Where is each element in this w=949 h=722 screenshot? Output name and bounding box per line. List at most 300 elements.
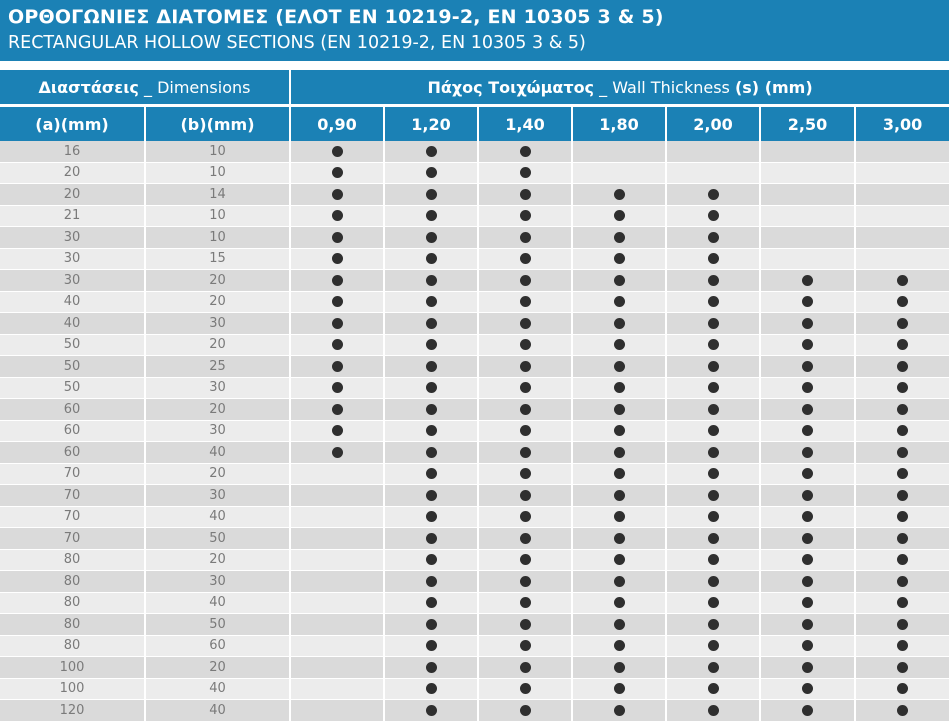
availability-cell <box>666 614 760 636</box>
availability-cell <box>572 227 666 249</box>
availability-cell <box>478 528 572 550</box>
availability-cell <box>572 592 666 614</box>
table-row <box>0 248 949 270</box>
availability-dot-icon <box>802 554 813 565</box>
dimension-b-cell: 30 <box>145 571 290 593</box>
dimension-a-cell: 30 <box>0 248 145 270</box>
availability-cell <box>384 528 478 550</box>
availability-dot-icon <box>802 425 813 436</box>
availability-dot-icon <box>897 511 908 522</box>
dimension-a-cell: 21 <box>0 205 145 227</box>
availability-cell <box>666 141 760 162</box>
dimension-b-cell: 20 <box>145 657 290 679</box>
availability-dot-icon <box>520 554 531 565</box>
col-header-thickness: 1,40 <box>478 106 572 142</box>
availability-dot-icon <box>426 361 437 372</box>
availability-dot-icon <box>802 662 813 673</box>
availability-dot-icon <box>802 619 813 630</box>
col-header-thickness: 0,90 <box>290 106 384 142</box>
availability-cell <box>760 614 855 636</box>
availability-cell <box>478 442 572 464</box>
availability-dot-icon <box>802 490 813 501</box>
dimension-a-cell: 40 <box>0 291 145 313</box>
availability-cell <box>666 248 760 270</box>
availability-cell <box>760 420 855 442</box>
table-row <box>0 291 949 313</box>
availability-cell <box>384 141 478 162</box>
availability-cell <box>855 635 949 657</box>
dimension-b-cell: 20 <box>145 549 290 571</box>
availability-dot-icon <box>426 296 437 307</box>
availability-cell <box>855 184 949 206</box>
availability-dot-icon <box>520 253 531 264</box>
table-row <box>0 377 949 399</box>
dimension-b-cell: 20 <box>145 463 290 485</box>
availability-dot-icon <box>802 361 813 372</box>
availability-dot-icon <box>520 447 531 458</box>
availability-cell <box>478 700 572 722</box>
availability-dot-icon <box>708 511 719 522</box>
availability-cell <box>384 657 478 679</box>
availability-dot-icon <box>614 490 625 501</box>
availability-dot-icon <box>520 705 531 716</box>
availability-cell <box>855 571 949 593</box>
dimension-a-cell: 60 <box>0 442 145 464</box>
availability-cell <box>290 248 384 270</box>
availability-cell <box>760 592 855 614</box>
availability-cell <box>478 334 572 356</box>
title-english: RECTANGULAR HOLLOW SECTIONS (EN 10219-2, EN 10305 3 & 5) <box>8 33 586 53</box>
availability-dot-icon <box>802 468 813 479</box>
dimension-a-cell: 50 <box>0 377 145 399</box>
availability-dot-icon <box>802 511 813 522</box>
availability-cell <box>478 248 572 270</box>
availability-cell <box>572 463 666 485</box>
col-header-thickness: 3,00 <box>855 106 949 142</box>
dimension-a-cell: 80 <box>0 571 145 593</box>
table-row <box>0 592 949 614</box>
availability-cell <box>666 571 760 593</box>
availability-cell <box>666 657 760 679</box>
availability-dot-icon <box>897 576 908 587</box>
dimension-a-cell: 70 <box>0 485 145 507</box>
availability-cell <box>572 700 666 722</box>
availability-cell <box>384 184 478 206</box>
availability-dot-icon <box>520 318 531 329</box>
availability-cell <box>760 270 855 292</box>
availability-cell <box>290 635 384 657</box>
availability-cell <box>760 141 855 162</box>
availability-dot-icon <box>708 253 719 264</box>
availability-dot-icon <box>332 447 343 458</box>
availability-dot-icon <box>520 576 531 587</box>
availability-cell <box>478 313 572 335</box>
availability-dot-icon <box>897 361 908 372</box>
availability-dot-icon <box>426 533 437 544</box>
availability-cell <box>666 377 760 399</box>
availability-cell <box>384 334 478 356</box>
availability-cell <box>290 678 384 700</box>
availability-cell <box>855 614 949 636</box>
dimension-a-cell: 120 <box>0 700 145 722</box>
dimension-a-cell: 100 <box>0 678 145 700</box>
availability-dot-icon <box>708 447 719 458</box>
availability-dot-icon <box>332 253 343 264</box>
availability-cell <box>290 700 384 722</box>
availability-cell <box>290 291 384 313</box>
availability-dot-icon <box>520 296 531 307</box>
dimension-a-cell: 20 <box>0 184 145 206</box>
availability-cell <box>666 485 760 507</box>
availability-dot-icon <box>332 275 343 286</box>
availability-dot-icon <box>708 662 719 673</box>
availability-dot-icon <box>614 447 625 458</box>
availability-dot-icon <box>426 511 437 522</box>
availability-dot-icon <box>520 597 531 608</box>
availability-cell <box>290 270 384 292</box>
availability-dot-icon <box>332 167 343 178</box>
dimension-b-cell: 14 <box>145 184 290 206</box>
availability-cell <box>760 334 855 356</box>
availability-dot-icon <box>520 382 531 393</box>
availability-cell <box>666 635 760 657</box>
dimension-a-cell: 40 <box>0 313 145 335</box>
availability-dot-icon <box>426 275 437 286</box>
availability-dot-icon <box>614 189 625 200</box>
availability-cell <box>478 184 572 206</box>
dimension-b-cell: 20 <box>145 399 290 421</box>
availability-cell <box>290 614 384 636</box>
availability-cell <box>760 678 855 700</box>
availability-dot-icon <box>802 640 813 651</box>
availability-dot-icon <box>614 468 625 479</box>
col-header-thickness: 2,50 <box>760 106 855 142</box>
availability-dot-icon <box>520 167 531 178</box>
dimension-b-cell: 20 <box>145 270 290 292</box>
availability-dot-icon <box>614 361 625 372</box>
availability-cell <box>760 506 855 528</box>
availability-cell <box>290 399 384 421</box>
availability-cell <box>478 356 572 378</box>
availability-cell <box>384 614 478 636</box>
col-header-thickness: 1,80 <box>572 106 666 142</box>
dimension-a-cell: 80 <box>0 592 145 614</box>
dimension-a-cell: 50 <box>0 334 145 356</box>
availability-dot-icon <box>614 275 625 286</box>
dimension-a-cell: 70 <box>0 506 145 528</box>
availability-dot-icon <box>426 253 437 264</box>
dimension-b-cell: 20 <box>145 334 290 356</box>
availability-dot-icon <box>897 683 908 694</box>
availability-cell <box>290 506 384 528</box>
sections-table <box>0 70 949 722</box>
availability-dot-icon <box>708 468 719 479</box>
table-row <box>0 485 949 507</box>
availability-cell <box>855 291 949 313</box>
availability-cell <box>572 678 666 700</box>
availability-cell <box>572 270 666 292</box>
table-row <box>0 657 949 679</box>
availability-dot-icon <box>332 339 343 350</box>
dimension-b-cell: 20 <box>145 291 290 313</box>
table-row <box>0 506 949 528</box>
availability-dot-icon <box>520 468 531 479</box>
availability-dot-icon <box>802 683 813 694</box>
availability-dot-icon <box>426 576 437 587</box>
availability-dot-icon <box>520 662 531 673</box>
availability-cell <box>666 592 760 614</box>
availability-cell <box>666 442 760 464</box>
availability-dot-icon <box>614 705 625 716</box>
availability-dot-icon <box>426 662 437 673</box>
availability-dot-icon <box>614 318 625 329</box>
availability-dot-icon <box>897 404 908 415</box>
dimension-b-cell: 40 <box>145 700 290 722</box>
availability-dot-icon <box>426 146 437 157</box>
availability-dot-icon <box>897 490 908 501</box>
availability-dot-icon <box>520 210 531 221</box>
availability-cell <box>760 162 855 184</box>
availability-cell <box>666 506 760 528</box>
availability-dot-icon <box>802 533 813 544</box>
availability-cell <box>478 291 572 313</box>
availability-dot-icon <box>426 189 437 200</box>
availability-cell <box>478 506 572 528</box>
availability-cell <box>855 592 949 614</box>
availability-cell <box>478 162 572 184</box>
availability-cell <box>384 248 478 270</box>
availability-dot-icon <box>426 404 437 415</box>
availability-cell <box>478 571 572 593</box>
dimensions-group-header: Διαστάσεις _ Dimensions <box>0 70 290 106</box>
availability-dot-icon <box>332 146 343 157</box>
availability-dot-icon <box>520 404 531 415</box>
table-row <box>0 162 949 184</box>
availability-cell <box>572 141 666 162</box>
availability-dot-icon <box>897 339 908 350</box>
availability-cell <box>572 377 666 399</box>
availability-dot-icon <box>708 189 719 200</box>
availability-cell <box>855 356 949 378</box>
availability-dot-icon <box>426 597 437 608</box>
availability-dot-icon <box>614 425 625 436</box>
dimension-b-cell: 10 <box>145 205 290 227</box>
availability-cell <box>666 700 760 722</box>
availability-dot-icon <box>708 425 719 436</box>
availability-dot-icon <box>426 447 437 458</box>
availability-dot-icon <box>708 576 719 587</box>
availability-dot-icon <box>520 640 531 651</box>
availability-cell <box>478 678 572 700</box>
availability-cell <box>760 205 855 227</box>
availability-cell <box>855 528 949 550</box>
table-row <box>0 184 949 206</box>
availability-cell <box>384 463 478 485</box>
availability-dot-icon <box>802 296 813 307</box>
dimension-b-cell: 10 <box>145 227 290 249</box>
availability-dot-icon <box>897 275 908 286</box>
availability-cell <box>855 334 949 356</box>
availability-cell <box>666 162 760 184</box>
availability-dot-icon <box>708 640 719 651</box>
availability-dot-icon <box>708 296 719 307</box>
availability-cell <box>384 635 478 657</box>
availability-dot-icon <box>332 232 343 243</box>
availability-cell <box>478 205 572 227</box>
availability-cell <box>760 227 855 249</box>
availability-dot-icon <box>708 490 719 501</box>
availability-cell <box>760 291 855 313</box>
availability-cell <box>290 442 384 464</box>
availability-cell <box>572 614 666 636</box>
table-row <box>0 678 949 700</box>
availability-cell <box>478 485 572 507</box>
availability-dot-icon <box>426 318 437 329</box>
availability-dot-icon <box>802 576 813 587</box>
availability-dot-icon <box>708 404 719 415</box>
availability-cell <box>572 571 666 593</box>
availability-cell <box>666 399 760 421</box>
table-row <box>0 442 949 464</box>
availability-cell <box>760 442 855 464</box>
dimension-b-cell: 10 <box>145 162 290 184</box>
availability-dot-icon <box>708 382 719 393</box>
availability-dot-icon <box>708 597 719 608</box>
table-row <box>0 227 949 249</box>
availability-dot-icon <box>614 597 625 608</box>
availability-dot-icon <box>708 533 719 544</box>
table-row <box>0 528 949 550</box>
availability-cell <box>855 420 949 442</box>
availability-dot-icon <box>426 232 437 243</box>
title-banner <box>0 0 949 61</box>
availability-cell <box>384 549 478 571</box>
availability-dot-icon <box>802 597 813 608</box>
availability-cell <box>572 442 666 464</box>
dimension-b-cell: 40 <box>145 442 290 464</box>
dimension-a-cell: 50 <box>0 356 145 378</box>
availability-dot-icon <box>614 533 625 544</box>
col-header-thickness: 2,00 <box>666 106 760 142</box>
availability-dot-icon <box>426 425 437 436</box>
table-row <box>0 635 949 657</box>
availability-cell <box>290 528 384 550</box>
dimension-a-cell: 70 <box>0 528 145 550</box>
dimension-a-cell: 30 <box>0 227 145 249</box>
availability-dot-icon <box>332 318 343 329</box>
availability-dot-icon <box>332 296 343 307</box>
availability-cell <box>760 700 855 722</box>
availability-dot-icon <box>426 705 437 716</box>
availability-cell <box>855 377 949 399</box>
table-row <box>0 334 949 356</box>
availability-cell <box>855 313 949 335</box>
dimension-a-cell: 80 <box>0 614 145 636</box>
availability-dot-icon <box>708 232 719 243</box>
availability-dot-icon <box>426 210 437 221</box>
availability-dot-icon <box>708 275 719 286</box>
availability-cell <box>384 442 478 464</box>
availability-dot-icon <box>520 232 531 243</box>
availability-cell <box>290 184 384 206</box>
availability-cell <box>478 635 572 657</box>
availability-cell <box>572 356 666 378</box>
availability-dot-icon <box>897 619 908 630</box>
availability-dot-icon <box>520 146 531 157</box>
availability-cell <box>572 399 666 421</box>
availability-cell <box>384 700 478 722</box>
availability-dot-icon <box>426 490 437 501</box>
availability-cell <box>478 141 572 162</box>
availability-cell <box>384 399 478 421</box>
availability-dot-icon <box>520 189 531 200</box>
availability-dot-icon <box>614 404 625 415</box>
dimension-b-cell: 15 <box>145 248 290 270</box>
availability-cell <box>384 571 478 593</box>
availability-cell <box>290 592 384 614</box>
availability-dot-icon <box>897 447 908 458</box>
availability-dot-icon <box>520 339 531 350</box>
availability-cell <box>478 614 572 636</box>
availability-cell <box>572 657 666 679</box>
dimension-b-cell: 50 <box>145 614 290 636</box>
availability-cell <box>855 141 949 162</box>
availability-cell <box>666 270 760 292</box>
availability-cell <box>384 356 478 378</box>
availability-dot-icon <box>614 640 625 651</box>
availability-cell <box>572 334 666 356</box>
availability-cell <box>478 227 572 249</box>
availability-dot-icon <box>614 210 625 221</box>
availability-dot-icon <box>708 619 719 630</box>
availability-cell <box>384 313 478 335</box>
availability-cell <box>760 399 855 421</box>
availability-dot-icon <box>520 275 531 286</box>
availability-cell <box>572 162 666 184</box>
availability-cell <box>384 506 478 528</box>
availability-cell <box>666 463 760 485</box>
availability-dot-icon <box>802 382 813 393</box>
availability-cell <box>572 291 666 313</box>
availability-dot-icon <box>426 339 437 350</box>
availability-cell <box>478 549 572 571</box>
availability-cell <box>478 399 572 421</box>
availability-dot-icon <box>520 619 531 630</box>
availability-dot-icon <box>426 468 437 479</box>
availability-cell <box>384 227 478 249</box>
table-row <box>0 205 949 227</box>
availability-cell <box>666 205 760 227</box>
availability-cell <box>572 635 666 657</box>
availability-dot-icon <box>708 318 719 329</box>
availability-dot-icon <box>614 339 625 350</box>
col-header-b: (b)(mm) <box>145 106 290 142</box>
availability-cell <box>384 270 478 292</box>
dimension-b-cell: 30 <box>145 313 290 335</box>
availability-dot-icon <box>614 232 625 243</box>
availability-cell <box>855 399 949 421</box>
dimension-b-cell: 60 <box>145 635 290 657</box>
availability-dot-icon <box>426 554 437 565</box>
dimension-b-cell: 30 <box>145 377 290 399</box>
availability-dot-icon <box>614 511 625 522</box>
table-row <box>0 141 949 162</box>
availability-dot-icon <box>708 705 719 716</box>
table-row <box>0 700 949 722</box>
table-row <box>0 614 949 636</box>
availability-dot-icon <box>614 554 625 565</box>
availability-cell <box>478 592 572 614</box>
